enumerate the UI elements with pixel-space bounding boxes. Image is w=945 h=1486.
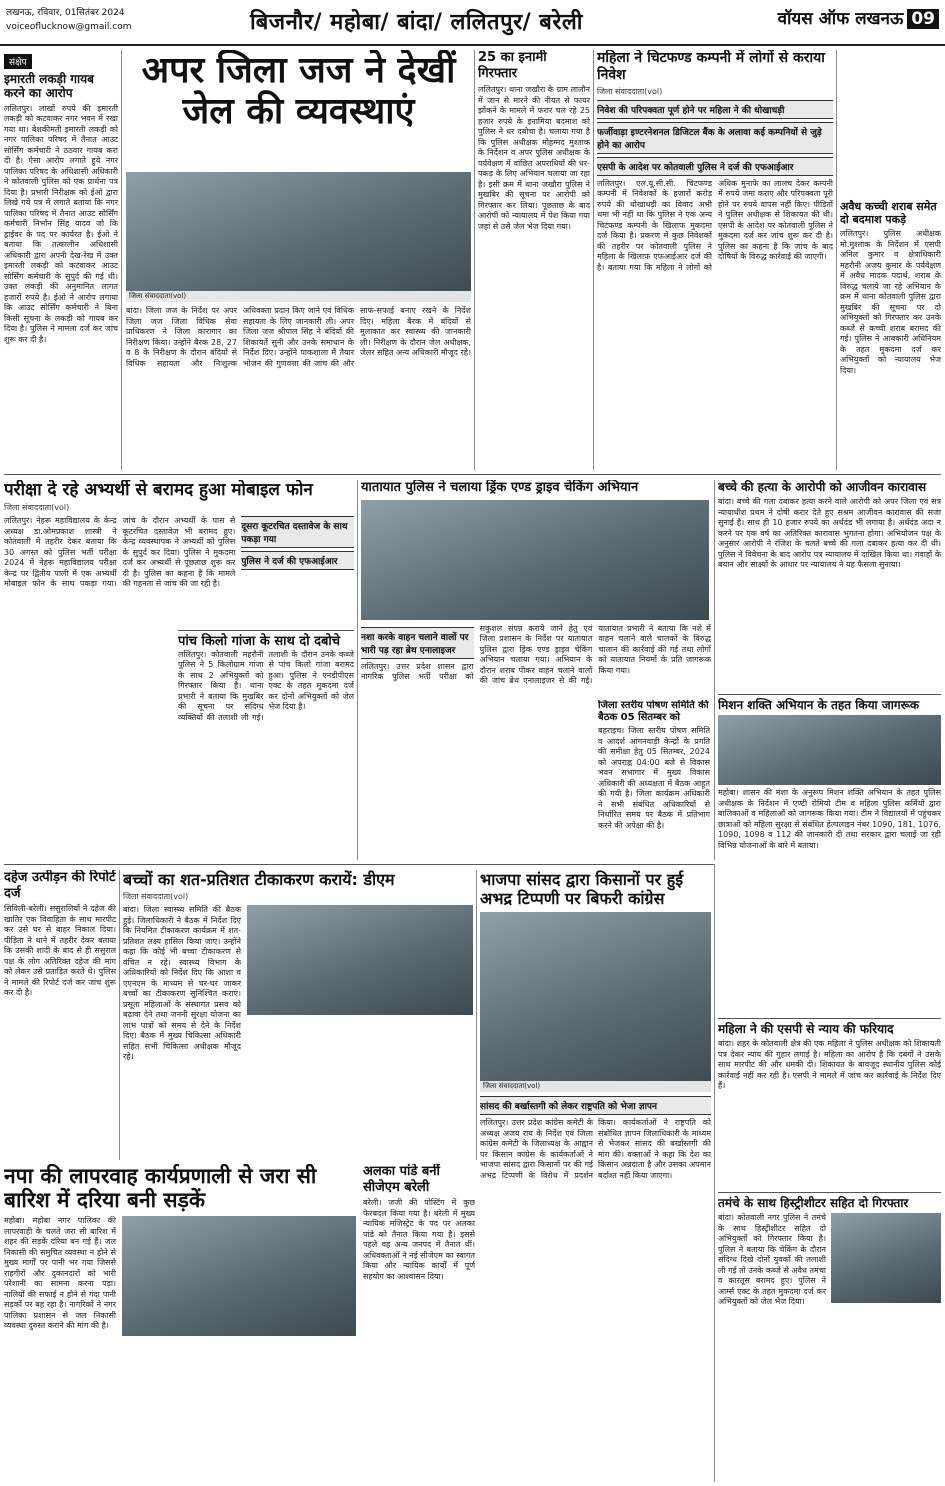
lead-body: बांदा। जिला जज के निर्देश पर अपर जिला जज जिला विधिक सेवा प्राधिकरण ने जिला कारागार का निरीक्षण किया। उन्होंने बैरक 28, 27 व 8 के निरीक्षण के दौरान बंदियों से विधिक सहायता और निःशुल्क अधिवक्ता प्रदान किए जाने एवं विधिक सहायता के लिए जानकारी ली। अपर जिला जज श्रीपाल सिंह ने बंदियों की शिकायतें सुनी और उनके समाधान के निर्देश दिए। उन्होंने पाकशाला में तैयार भोजन की गुणवत्ता की जांच की और साफ-सफाई बनाए रखने के निर्देश दिए। महिला बैरक में बंदियों से मुलाकात कर स्वास्थ्य की जानकारी ली। निरीक्षण के दौरान जेल अधीक्षक, जेलर सहित अन्य अधिकारी मौजूद रहे। [126,306,471,368]
ganja-body: ललितपुर। कोतवाली महरौनी पुलिस ने 5 किलोग्राम गांजा के साथ 2 अभियुक्तों को गिरफ्तार किया है। थाना प्रभारी ने बताया कि मुखबिर की सूचना पर संदिग्ध व्यक्तियों की तलाशी ली गई। तलाशी के दौरान उनके कब्जे से पांच किलो गांजा बरामद हुआ। पुलिस ने एनडीपीएस एक्ट के तहत मुकदमा दर्ज कर दोनों अभियुक्तों को जेल भेज दिया है। [178,649,354,722]
congress-photo [480,912,711,1092]
congress-bullet: सांसद की बर्खास्तगी को लेकर राष्ट्रपति को भेजा ज्ञापन [480,1096,711,1115]
story-timber-body: ललितपुर। लाखों रुपये की इमारती लकड़ी को कटवाकर नगर भवन में रखा गया था। बेशकीमती इमारती लकड़ी को नगर पालिका परिषद में तैनात आउट सोर्सिंग कर्मचारी ने ठठवार गायब करा दी है। ऐसा आरोप लगाते हुये नगर पालिका परिषद के अधिशासी अधिकारी ने कोतवाली पुलिस को एक प्रार्थना पत्र दिया है। प्रभारी निरीक्षक को ईओ द्वारा लिखे गये पत्र में लगाते बताया कि नगर पालिका परिषद में तैनात आउट सोर्सिंग कर्मचारी निर्भान सिंह यादव जो कि ड्राईवर के पद पर कार्यरत है। ईओ ने बताया कि तत्कालीन अधिशासी अधिकारी द्वारा अपनी देख-रेख में उक्त इमारती लकड़ी को कटवाकर आउट सोर्सिंग कर्मचारी के सुपुर्द की गई थी। उक्त लकड़ी की अनुमानित लागत हजारों रुपये है। ईओ ने आरोप लगाया कि आउट सोर्सिंग कर्मचारी ने बिना किसी सूचना के लकड़ी को गायब कर दिया है। पुलिस ने मामला दर्ज कर जांच शुरू कर दी है। [4,103,118,344]
murder-body: बांदा। बच्चे की गला दबाकर हत्या करने वाले आरोपी को अपर जिला एवं सत्र न्यायाधीश प्रथम ने दोषी करार देते हुए सश्रम आजीवन कारावास की सजा सुनाई है। साथ ही 10 हजार रुपये का अर्थदंड भी लगाया है। अर्थदंड अदा न करने पर एक वर्ष का अतिरिक्त कारावास भुगतना होगा। अभियोजन पक्ष के अनुसार आरोपी ने रंजिश के चलते बच्चे की गला दबाकर हत्या कर दी थी। पुलिस ने विवेचना के बाद आरोप पत्र न्यायालय में दाखिल किया था। गवाहों के बयान और साक्ष्यों के आधार पर न्यायालय ने यह फैसला सुनाया। [718,497,941,570]
congress-story [480,870,711,1410]
issue-date: लखनऊ, रविवार, 01सितंबर 2024 [6,8,125,18]
lead-photo [126,172,471,302]
napa-title: नपा की लापरवाह कार्यप्रणाली से जरा सी बारिश में दरिया बनी सड़कें [4,1164,317,1213]
sankshep-tag: संक्षेप [4,54,32,69]
mission-photo [718,715,941,785]
liquor-body: ललितपुर। पुलिस अधीक्षक मो.मुश्ताक के निर्देशन में एसपी अनिल कुमार व क्षेत्राधिकारी महरौनी अजय कुमार के पर्यवेक्षण में अवैध मादक पदार्थ, शराब के विरुद्ध चलाये जा रहे अभियान के क्रम में थाना कोतवाली पुलिस द्वारा मुखबिर की सूचना पर दो अभियुक्तों को गिरफ्तार कर उनके कब्जे से कच्ची शराब बरामद की गई। पुलिस ने आबकारी अधिनियम के तहत मुकदमा दर्ज कर अभियुक्तों को न्यायालय भेज दिया। [840,229,941,375]
newspaper-brand [778,6,939,29]
reward-body: ललितपुर। थाना जखौरा के ग्राम लालौन में जान से मारने की नीयत से फायर झोंकने के मामले में फरार चल रहे 25 हजार रुपये के इनामिया बदमाश को पुलिस ने धर दबोचा है। चलाया गया है कि पुलिस अधीक्षक मोहम्मद मुश्ताक के निर्देशन व अपर पुलिस अधीक्षक के पर्यवेक्षण में वांछित अपराधियों की धर-पकड़ के लिए अभियान चलाया जा रहा है। इसी क्रम में थाना जखौरा पुलिस ने मुखबिर की सूचना पर आरोपी को गिरफ्तार कर लिया। पूछताछ के बाद आरोपी को न्यायालय में पेश किया गया जहां से उसे जेल भेज दिया गया। [478,85,590,231]
woman-sp-title: महिला ने की एसपी से न्याय की फरियाद [718,1018,941,1036]
story-timber-title: इमारती लकड़ी गायब करने का आरोप [4,72,94,101]
tamanche-body: बांदा। कोतवाली नगर पुलिस ने तमंचे के साथ हिस्ट्रीशीटर सहित दो अभियुक्तों को गिरफ्तार किया है। पुलिस ने बताया कि चेकिंग के दौरान संदिग्ध दिखे दोनों युवकों की तलाशी ली गई तो उनके कब्जे से अवैध तमंचा व कारतूस बरामद हुए। पुलिस ने आर्म्स एक्ट के तहत मुकदमा दर्ज कर अभियुक्तों को जेल भेज दिया। [718,1213,826,1307]
sankshep-column [4,50,118,470]
exam-dateline: जिला संवाददाता(vol) [4,503,70,513]
napa-body: महोबा। महोबा नगर पालिका की लापरवाही के चलते जरा सी बारिश में शहर की सड़कें दरिया बन गई हैं। जल निकासी की समुचित व्यवस्था न होने से मुख्य मार्गों पर पानी भर गया जिससे राहगीरों और दुकानदारों को भारी परेशानी का सामना करना पड़ा। नालियों की सफाई न होने से गंदा पानी सड़कों पर बह रहा है। नागरिकों ने नगर पालिका प्रशासन से जल निकासी व्यवस्था दुरुस्त कराने की मांग की है। [4,1216,116,1331]
woman-sp-body: बांदा। शहर के कोतवाली क्षेत्र की एक महिला ने पुलिस अधीक्षक को शिकायती पत्र देकर न्याय की गुहार लगाई है। महिला का आरोप है कि दबंगों ने उसके साथ मारपीट की और धमकी दी। शिकायत के बावजूद स्थानीय पुलिस कोई कार्रवाई नहीं कर रही है। एसपी ने मामले में जांच कर कार्रवाई के निर्देश दिए हैं। [718,1039,941,1091]
exam-body: ललितपुर। नेहरू महाविद्यालय के केन्द्र अध्यक्ष डा.ओमप्रकाश शास्त्री ने कोतवाली में तहरीर देकर बताया कि 30 अगस्त को पुलिस भर्ती परीक्षा 2024 में नेहरू महाविद्यालय परीक्षा केन्द्र पर द्वितीय पाली में एक अभ्यर्थी मोबाइल फोन के साथ पकड़ा गया। जांच के दौरान अभ्यर्थी के पास से कूटरचित दस्तावेज भी बरामद हुए। केन्द्र व्यवस्थापक ने अभ्यर्थी को पुलिस के सुपुर्द कर दिया। पुलिस ने मुकदमा दर्ज कर अभ्यर्थी से पूछताछ शुरू कर दी है। पुलिस का कहना है कि मामले की गहनता से जांच की जा रही है। [4,516,236,589]
dahej-title: दहेज उत्पीड़न की रिपोर्ट दर्ज [4,870,116,901]
poshan-body: बहराइच। जिला स्तरीय पोषण समिति व आदर्श आंगनवाड़ी केन्द्रों के प्रगति की समीक्षा हेतु 05 सितम्बर, 2024 को अपराह्न 04:00 बजे से विकास भवन सभागार में मुख्य विकास अधिकारी की अध्यक्षता में बैठक आहूत की गयी है। जिला कार्यक्रम अधिकारी ने सभी संबंधित अधिकारियों से निर्धारित समय पर बैठक में प्रतिभाग करने की अपेक्षा की है। [598,726,710,830]
traffic-photo [361,500,709,620]
murder-title: बच्चे की हत्या के आरोपी को आजीवन कारावास [718,480,927,494]
exam-title: परीक्षा दे रहे अभ्यर्थी से बरामद हुआ मोबाइल फोन [4,480,313,500]
section-cities: बिजनौर/ महोबा/ बांदा/ ललितपुर/ बरेली [250,10,583,35]
traffic-bullet: नशा करके वाहन चलाने वालों पर भारी पड़ रहा ब्रेथ एनालाइजर [361,627,474,659]
masthead [0,0,945,46]
brand-name: वॉयस ऑफ लखनऊ [777,9,904,29]
poshan-title: जिला स्तरीय पोषण समिति की बैठक 05 सितम्बर को [598,700,709,723]
chitfund-story [597,50,833,470]
traffic-title: यातायात पुलिस ने चलाया ड्रिंक एण्ड ड्राइव चेकिंग अभियान [361,480,639,495]
reward-title: 25 का इनामी गिरफ्तार [478,50,547,81]
vaccine-title: बच्चों का शत-प्रतिशत टीकाकरण करायें: डीएम [123,870,395,889]
congress-title: भाजपा सांसद द्वारा किसानों पर हुई अभद्र टिप्पणी पर बिफरी कांग्रेस [480,870,684,909]
chitfund-title: महिला ने चिटफण्ड कम्पनी में लोगों से कराया निवेश [597,50,825,83]
napa-photo [122,1216,356,1336]
lead-headline-box [126,50,471,170]
alka-story [363,1164,475,1474]
vaccine-photo [247,905,473,1015]
chitfund-bullet-1: निवेश की परिपक्वता पूर्ण होने पर महिला ने की धोखाधड़ी [597,100,833,119]
mission-story [718,694,941,1014]
chitfund-bullet-2: फर्जीवाड़ा इण्टरनेशनल डिजिटल बैंक के अलावा कई कम्पनियों से जुड़े होने का आरोप [597,122,833,154]
liquor-story [840,50,941,470]
chitfund-body: ललितपुर। एल.यू.सी.सी. चिटफण्ड कम्पनी में निवेशकों के हजारों करोड़ रुपये की धोखाधड़ी का विवाद अभी थमा भी नहीं था कि पुलिस ने एक अन्य चिटफण्ड कम्पनी के खिलाफ मुकदमा दर्ज किया है। प्रकरण में कुछ निवेशकों की तहरीर पर कोतवाली पुलिस ने महिला के खिलाफ एफआईआर दर्ज की है। बताया गया कि महिला ने लोगों को अधिक मुनाफे का लालच देकर कम्पनी में रुपये जमा कराए और परिपक्वता पूरी होने पर रुपये वापस नहीं किए। पीड़ितों ने पुलिस अधीक्षक से शिकायत की थी। एसपी के आदेश पर कोतवाली पुलिस ने मुकदमा दर्ज कर जांच शुरू कर दी है। पुलिस का कहना है कि जांच के बाद दोषियों के विरुद्ध कार्रवाई की जाएगी। [597,178,833,272]
lead-photo-caption: जिला संवाददाता(vol) [126,291,471,302]
mission-body: महोबा। शासन की मंशा के अनुरूप मिशन शक्ति अभियान के तहत पुलिस अधीक्षक के निर्देशन में एण्टी रोमियो टीम व महिला पुलिस कर्मियों द्वारा बालिकाओं व महिलाओं को जागरूक किया गया। टीम ने विद्यालयों में पहुंचकर छात्राओं को महिला सुरक्षा से संबंधित हेल्पलाइन नंबर 1090, 181, 1076, 1090, 1098 व 112 की जानकारी दी तथा सरकार द्वारा चलाई जा रही विभिन्न योजनाओं के बारे में बताया। [718,788,941,850]
tamanche-photo [831,1213,941,1303]
dahej-story [4,870,116,1160]
ganja-title: पांच किलो गांजा के साथ दो दबोचे [178,630,354,650]
woman-sp-story [718,1018,941,1188]
poshan-story [598,700,710,860]
murder-story [718,480,941,690]
congress-body: ललितपुर। उत्तर प्रदेश कांग्रेस कमेटी के अध्यक्ष अजय राय के निर्देश एवं जिला कांग्रेस कमेटी के जिलाध्यक्ष के आह्वान पर किसान कांग्रेस के कार्यकर्ताओं ने भाजपा सांसद द्वारा किसानों पर की गई अभद्र टिप्पणी के विरोध में प्रदर्शन किया। कार्यकर्ताओं ने राष्ट्रपति को संबोधित ज्ञापन जिलाधिकारी के माध्यम से भेजकर सांसद की बर्खास्तगी की मांग की। वक्ताओं ने कहा कि देश का किसान अन्नदाता है और उसका अपमान बर्दाश्त नहीं किया जाएगा। [480,1118,711,1180]
reward-story [478,50,590,470]
alka-title: अलका पांडे बनीं सीजेएम बरेली [363,1164,440,1195]
congress-photo-caption: जिला संवाददाता(vol) [480,1081,711,1092]
vaccine-story [123,870,473,1160]
page-number: 09 [907,9,939,29]
vaccine-dateline: जिला संवाददाता(vol) [123,892,189,902]
chitfund-bullet-3: एसपी के आदेश पर कोतवाली पुलिस ने दर्ज की एफआईआर [597,157,833,176]
vaccine-body: बांदा। जिला स्वास्थ्य समिति की बैठक हुई। जिलाधिकारी ने बैठक में निर्देश दिए कि नियमित टीकाकरण कार्यक्रम में शत-प्रतिशत लक्ष्य हासिल किया जाए। उन्होंने कहा कि कोई भी बच्चा टीकाकरण से वंचित न रहे। स्वास्थ्य विभाग के अधिकारियों को निर्देश दिए कि आशा व एएनएम के माध्यम से घर-घर जाकर बच्चों का टीकाकरण सुनिश्चित कराएं। प्रसूता महिलाओं के संस्थागत प्रसव को बढ़ावा देने तथा जननी सुरक्षा योजना का लाभ पात्रों को समय से देने के निर्देश दिए। बैठक में मुख्य चिकित्सा अधिकारी सहित सभी चिकित्सा अधीक्षक मौजूद रहे। [123,905,241,1062]
liquor-title: अवैध कच्ची शराब समेत दो बदमाश पकड़े [840,200,937,227]
dahej-body: सिविली-बरेली। ससुरालियों ने दहेज की खातिर एक विवाहिता के साथ मारपीट कर उसे घर से बाहर निकाल दिया। पीड़िता ने थाने में तहरीर देकर बताया कि उसकी शादी के बाद से ही ससुराल पक्ष के लोग अतिरिक्त दहेज की मांग को लेकर उसे प्रताड़ित करते थे। पुलिस ने मामले की रिपोर्ट दर्ज कर जांच शुरू कर दी है। [4,904,116,998]
tamanche-story [718,1192,941,1482]
exam-bullet-1: दूसरा कूटरचित दस्तावेज के साथ पकड़ा गया [241,516,354,548]
alka-body: बरेली। जजी की पोस्टिंग में कुछ फेरबदल किया गया है। बरेली में मुख्य न्यायिक मजिस्ट्रेट के पद पर अलका पांडे को तैनात किया गया है। इससे पहले वह अन्य जनपद में तैनात थीं। अधिवक्ताओं ने नई सीजेएम का स्वागत किया और न्यायिक कार्यों में पूर्ण सहयोग का आश्वासन दिया। [363,1198,475,1281]
contact-email: voiceoflucknow@gmail.com [6,22,132,32]
chitfund-dateline: जिला संवाददाता(vol) [597,86,663,96]
masthead-meta [6,6,132,34]
ganja-story [178,630,354,860]
traffic-body: ललितपुर। उत्तर प्रदेश शासन द्वारा नागरिक पुलिस भर्ती परीक्षा को सकुशल संपन्न कराये जाने हेतु एवं जिला प्रशासन के निर्देश पर यातायात पुलिस द्वारा ड्रिंक एण्ड ड्राइव चेकिंग अभियान चलाया गया। अभियान के दौरान शराब पीकर वाहन चलाने वालों की जांच ब्रेथ एनालाइजर से की गई। यातायात प्रभारी ने बताया कि नशे में वाहन चलाने वाले चालकों के विरुद्ध चालान की कार्रवाई की गई तथा लोगों को यातायात नियमों के प्रति जागरूक किया गया। [361,623,711,686]
napa-story [4,1164,359,1482]
mission-title: मिशन शक्ति अभियान के तहत किया जागरूक [718,694,941,712]
exam-bullet-2: पुलिस ने दर्ज की एफआईआर [241,551,354,570]
lead-headline: अपर जिला जज ने देखीं जेल की व्यवस्थाएं [141,50,456,133]
tamanche-title: तमंचे के साथ हिस्ट्रीशीटर सहित दो गिरफ्तार [718,1192,941,1210]
lead-body-box [126,306,471,470]
